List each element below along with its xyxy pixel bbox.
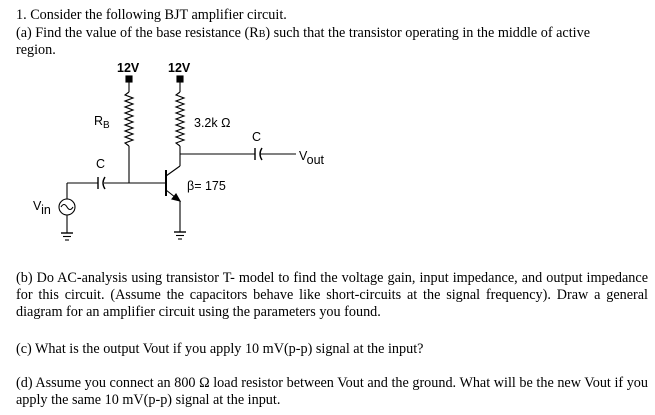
- problem-header: 1. Consider the following BJT amplifier circuit.: [16, 7, 287, 23]
- part-c: (c) What is the output Vout if you apply 10 mV(p-p) signal at the input?: [16, 341, 424, 357]
- vout-label-main: V: [299, 149, 307, 163]
- supply-right-label: 12V: [168, 61, 191, 75]
- rb-label-sub: B: [103, 120, 110, 131]
- rc-value-label: 3.2k Ω: [194, 116, 231, 130]
- supply-left-label: 12V: [117, 61, 140, 75]
- part-a-subscript: B: [258, 29, 266, 40]
- rc-resistor: [176, 92, 184, 146]
- cap-out-label: C: [252, 130, 262, 144]
- part-a-line2: region.: [16, 42, 56, 58]
- vout-label: [299, 149, 325, 167]
- vout-label-sub: out: [306, 153, 325, 167]
- rb-label: [94, 114, 110, 131]
- vin-label-main: V: [33, 199, 42, 213]
- vin-label-sub: in: [41, 203, 51, 217]
- part-a-text-end: ) such that the transistor operating in the middle of active: [265, 25, 591, 41]
- part-a-text-start: (a) Find the value of the base resistance (R: [16, 25, 259, 41]
- rb-label-main: R: [94, 114, 104, 128]
- vin-label: [33, 199, 51, 217]
- supply-terminal-left: [126, 76, 132, 82]
- cap-in-label: C: [96, 157, 106, 171]
- beta-label: β= 175: [187, 179, 226, 193]
- rb-resistor: [125, 92, 133, 146]
- part-d: (d) Assume you connect an 800 Ω load resistor between Vout and the ground. What will be the new Vout if you apply the same 10 mV(p-p) signal at the input.: [16, 375, 648, 408]
- part-b: (b) Do AC-analysis using transistor T- model to find the voltage gain, input impedance, and output impedance for this circuit. (Assume the capacitors behave like short-circuits at the signal frequency). Draw a general diagram for an amplifier circuit using the parameters you found.: [16, 270, 648, 320]
- supply-terminal-right: [177, 76, 183, 82]
